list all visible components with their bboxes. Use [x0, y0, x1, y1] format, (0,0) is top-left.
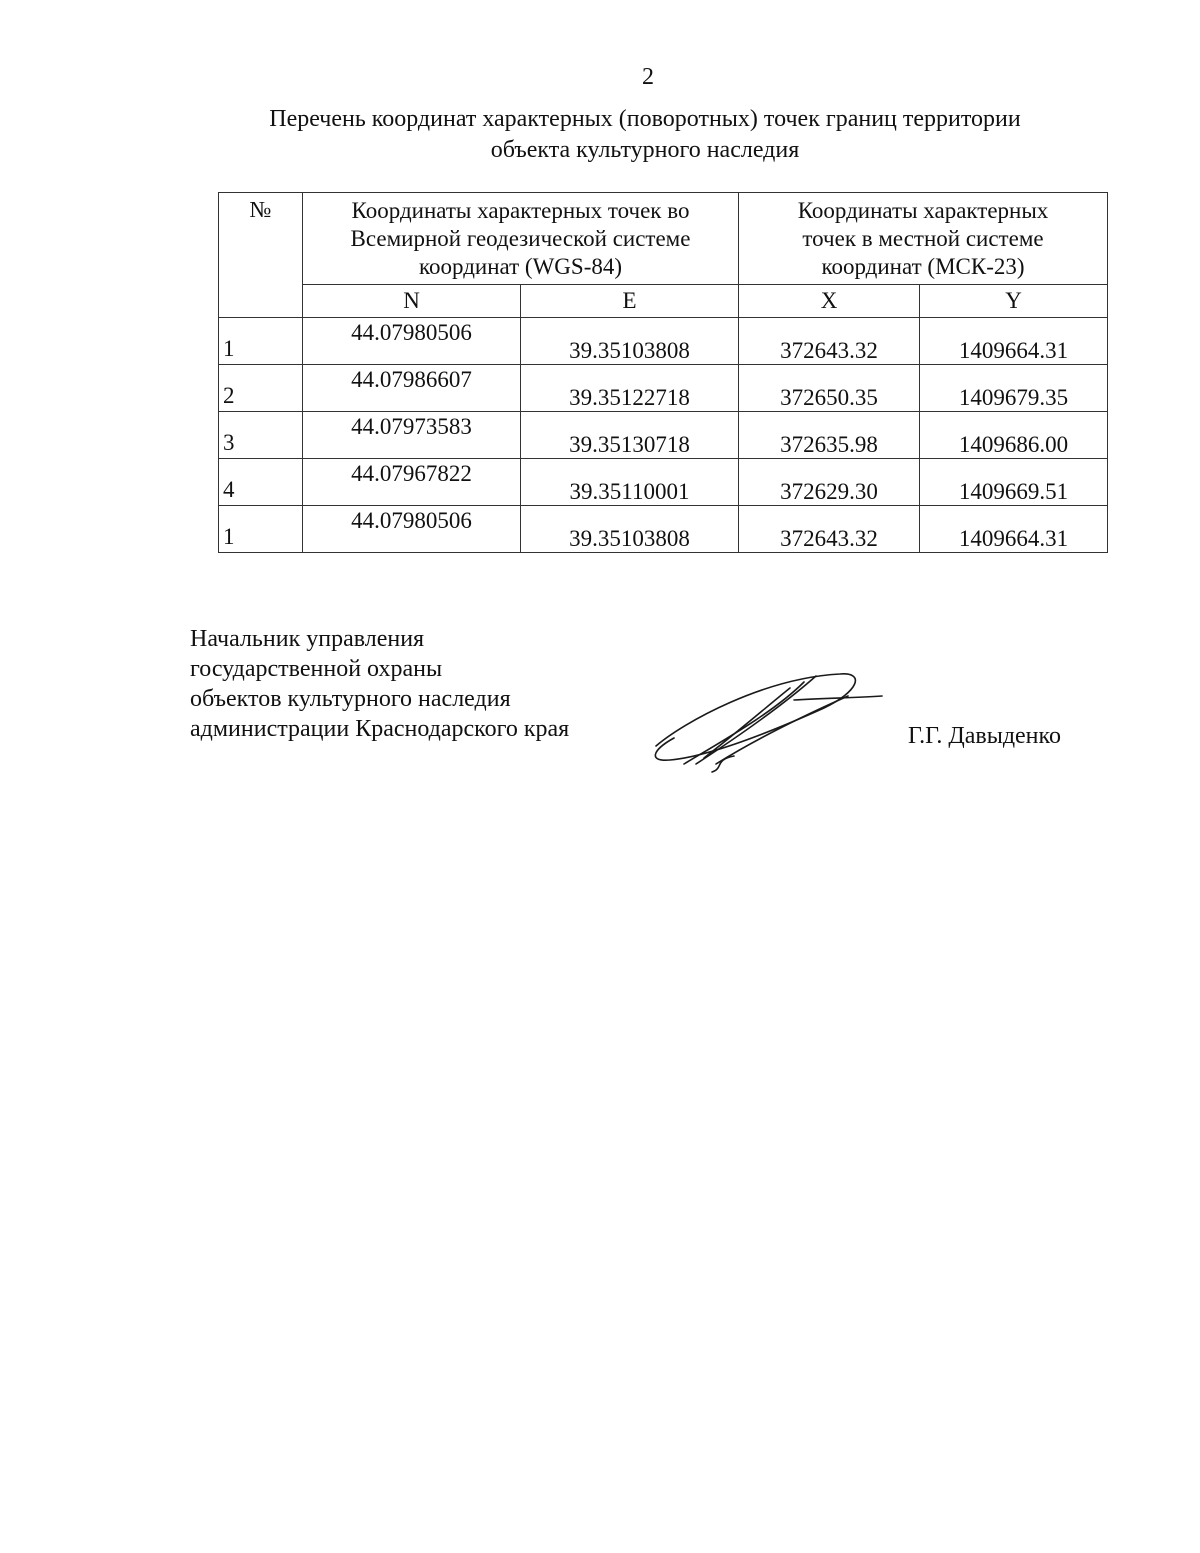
cell-e: 39.35103808 [521, 318, 739, 365]
cell-y: 1409679.35 [920, 365, 1108, 412]
header-wgs84 [303, 193, 739, 285]
header-wgs84-line-2: Всемирной геодезической системе [350, 226, 691, 251]
header-number: № [219, 193, 303, 318]
cell-n: 44.07973583 [303, 412, 521, 459]
row-number: 4 [219, 459, 303, 506]
table-row [219, 318, 1108, 365]
document-title [200, 104, 1090, 166]
header-msk23 [739, 193, 1108, 285]
header-wgs84-line-3: координат (WGS-84) [418, 254, 623, 279]
header-msk23-line-2: точек в местной системе [802, 226, 1044, 251]
header-wgs84-line-1: Координаты характерных точек во [351, 198, 690, 223]
table-row [219, 365, 1108, 412]
position-line-3: объектов культурного наследия [190, 686, 511, 712]
cell-x: 372650.35 [739, 365, 920, 412]
title-line-2: объекта культурного наследия [490, 137, 800, 163]
handwritten-signature [644, 660, 884, 780]
cell-e: 39.35122718 [521, 365, 739, 412]
coordinates-table [218, 192, 1108, 553]
cell-y: 1409686.00 [920, 412, 1108, 459]
subheader-n: N [303, 284, 521, 317]
table-row [219, 506, 1108, 553]
subheader-x: X [739, 284, 920, 317]
signatory-position [190, 624, 569, 744]
subheader-e: E [521, 284, 739, 317]
signatory-name: Г.Г. Давыденко [908, 723, 1061, 749]
row-number: 3 [219, 412, 303, 459]
cell-e: 39.35130718 [521, 412, 739, 459]
position-line-1: Начальник управления [190, 626, 425, 652]
cell-n: 44.07986607 [303, 365, 521, 412]
position-line-4: администрации Краснодарского края [190, 716, 570, 742]
cell-y: 1409669.51 [920, 459, 1108, 506]
table-row [219, 459, 1108, 506]
page-number: 2 [642, 64, 654, 90]
header-msk23-line-3: координат (МСК-23) [821, 254, 1025, 279]
cell-x: 372643.32 [739, 506, 920, 553]
cell-x: 372635.98 [739, 412, 920, 459]
title-line-1: Перечень координат характерных (поворотных) точек границ территории [269, 106, 1021, 132]
cell-n: 44.07967822 [303, 459, 521, 506]
header-msk23-line-1: Координаты характерных [797, 198, 1049, 223]
subheader-y: Y [920, 284, 1108, 317]
cell-y: 1409664.31 [920, 506, 1108, 553]
cell-y: 1409664.31 [920, 318, 1108, 365]
row-number: 2 [219, 365, 303, 412]
cell-x: 372643.32 [739, 318, 920, 365]
position-line-2: государственной охраны [190, 656, 443, 682]
row-number: 1 [219, 318, 303, 365]
cell-n: 44.07980506 [303, 506, 521, 553]
cell-x: 372629.30 [739, 459, 920, 506]
cell-n: 44.07980506 [303, 318, 521, 365]
table-row [219, 412, 1108, 459]
cell-e: 39.35103808 [521, 506, 739, 553]
cell-e: 39.35110001 [521, 459, 739, 506]
row-number: 1 [219, 506, 303, 553]
